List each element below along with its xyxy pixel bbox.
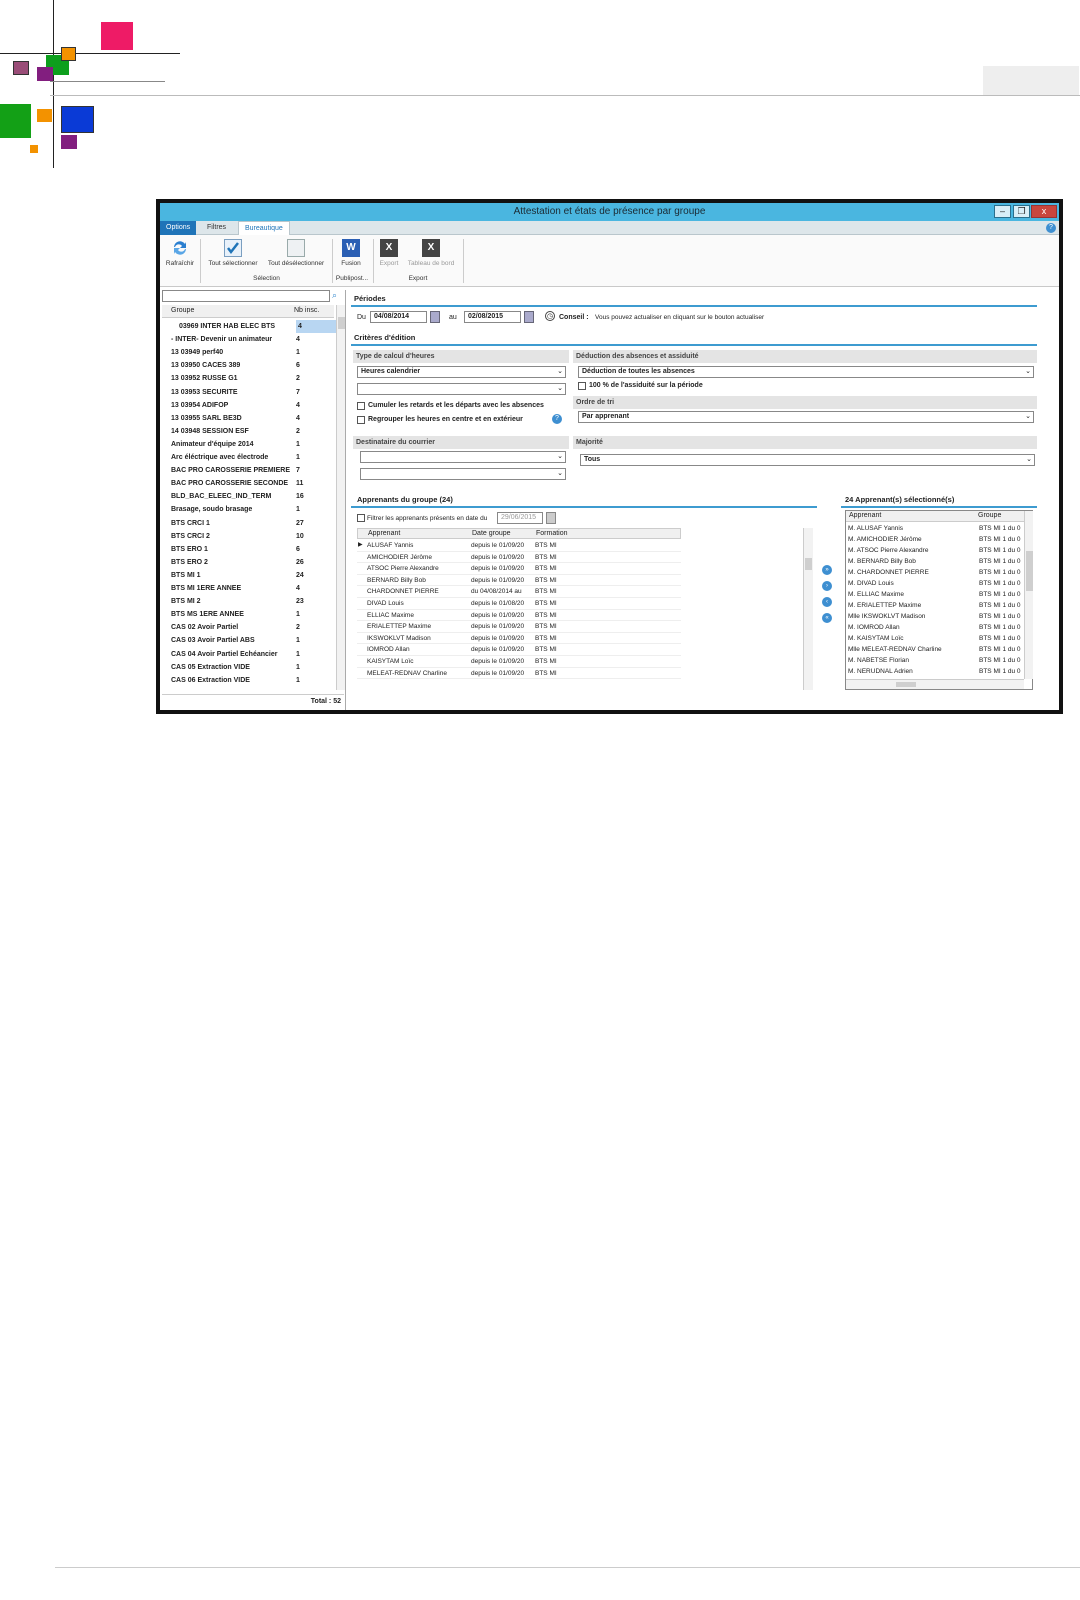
group-row-name[interactable]: BTS ERO 1 [171,545,208,553]
scroll-thumb[interactable] [1026,551,1033,591]
selected-cell: M. AMICHODIER Jérôme [848,536,922,543]
apprenant-row[interactable] [357,540,681,552]
apprenant-cell: BTS MI [535,669,557,677]
group-row-count[interactable]: 1 [296,454,300,461]
apprenant-cell: DIVAD Louis [367,600,404,607]
apprenant-row[interactable] [357,563,681,575]
apprenant-cell: BTS MI [535,565,557,573]
deco-square [13,61,29,75]
apprenant-cell: CHARDONNET PIERRE [367,588,439,596]
apprenant-cell: BTS MI [535,623,557,631]
calendar-icon[interactable] [430,311,440,323]
apprenant-cell: du 04/08/2014 au [471,588,522,596]
selected-cell: M. ERIALETTEP Maxime [848,602,922,609]
search-icon[interactable]: ⌕ [332,290,338,300]
destinataire-header: Destinataire du courrier [353,436,569,449]
selected-cell: BTS MI 1 du 0 [979,569,1021,576]
excel-icon: X [380,239,398,257]
selectionnes-header [846,511,1024,522]
apprenant-cell: depuis le 01/09/20 [471,553,525,561]
chevron-down-icon: ⌄ [557,470,563,477]
selectionnes-vscroll[interactable] [1024,511,1033,679]
selected-row[interactable] [848,534,1023,546]
group-row-name[interactable]: 13 03950 CACES 389 [171,362,241,370]
selected-cell: M. IOMROD Allan [848,624,900,631]
selected-row[interactable] [848,589,1023,601]
apprenant-cell: BTS MI [535,588,557,596]
apprenant-row[interactable] [357,644,681,656]
tab-bureautique[interactable]: Bureautique [238,221,290,235]
selected-cell: M. BERNARD Billy Bob [848,558,916,565]
close-button[interactable]: x [1031,205,1057,218]
col-apprenant[interactable]: Apprenant [368,530,401,537]
ordre-header: Ordre de tri [573,396,1037,409]
apprenant-cell: BTS MI [535,634,557,642]
destinataire-select-2[interactable] [360,468,566,480]
selected-cell: BTS MI 1 du 0 [979,657,1021,664]
cumuler-checkbox[interactable] [357,402,365,410]
groups-scrollbar[interactable] [336,305,345,690]
destinataire-select[interactable] [360,451,566,463]
fusion-label: Fusion [341,260,361,267]
group-row-count[interactable]: 4 [296,320,336,333]
selected-cell: M. NABETSE Florian [848,657,910,664]
group-row-name[interactable]: 13 03949 perf40 [171,349,224,357]
selected-row[interactable] [848,633,1023,645]
export-label: Export [379,260,399,267]
col-sel-groupe[interactable]: Groupe [978,512,1002,519]
scroll-thumb[interactable] [896,682,916,687]
cumuler-label: Cumuler les retards et les départs avec les absences [368,402,544,409]
apprenant-cell: depuis le 01/09/20 [471,576,525,584]
minimize-button[interactable]: – [994,205,1011,218]
date-to-input[interactable]: 02/08/2015 [464,311,521,323]
selected-cell: M. ALUSAF Yannis [848,525,904,532]
apprenant-cell: BTS MI [535,576,557,584]
apprenant-row[interactable] [357,656,681,668]
assiduite-label: 100 % de l'assiduité sur la période [589,382,703,389]
group-row-count[interactable]: 4 [296,414,300,422]
apprenant-cell: BTS MI [535,646,557,654]
group-row-count[interactable]: 2 [296,375,300,383]
apprenants-scrollbar[interactable] [803,528,813,690]
col-group[interactable]: Groupe [171,307,195,314]
selected-row[interactable] [848,622,1023,634]
regrouper-checkbox[interactable] [357,416,365,424]
selected-cell: M. CHARDONNET PIERRE [848,569,929,576]
chevron-down-icon: ⌄ [1025,368,1031,375]
group-row-name[interactable]: Animateur d'équipe 2014 [171,440,254,448]
selection-group-label: Sélection [253,275,280,282]
group-row-count[interactable]: 2 [296,427,300,435]
apprenant-cell: BTS MI [535,600,557,607]
scroll-thumb[interactable] [805,558,812,570]
deco-square [61,135,77,149]
group-row-count[interactable]: 7 [296,388,300,396]
deduction-header: Déduction des absences et assiduité [573,350,1037,363]
refresh-icon [171,239,189,257]
selected-cell: BTS MI 1 du 0 [979,646,1021,653]
criteres-title: Critères d'édition [354,333,416,342]
apprenant-cell: depuis le 01/09/20 [471,634,525,642]
group-row-count[interactable]: 1 [296,506,300,514]
group-row-count[interactable]: 6 [296,545,300,553]
remove-arrow-icon[interactable]: ‹ [822,597,832,607]
group-row-count[interactable]: 1 [296,637,300,645]
selected-cell: BTS MI 1 du 0 [979,624,1021,631]
selectionnes-title: 24 Apprenant(s) sélectionné(s) [845,495,955,504]
dashboard-label: Tableau de bord [407,260,455,267]
calendar-icon[interactable] [546,512,556,524]
date-from-input[interactable]: 04/08/2014 [370,311,427,323]
group-row-name[interactable]: - INTER- Devenir un animateur [171,336,273,344]
empty-box-icon [287,239,305,257]
selected-cell: BTS MI 1 du 0 [979,547,1021,554]
ordre-select[interactable]: Par apprenant ⌄ [578,411,1034,423]
selectionnes-box [845,510,1033,690]
group-row-count[interactable]: 1 [296,663,300,671]
group-row-count[interactable]: 4 [296,585,300,592]
group-row-count[interactable]: 23 [296,598,304,606]
publipost-group-label: Publipost... [335,275,369,282]
calendar-icon[interactable] [524,311,534,323]
group-row-count[interactable]: 27 [296,519,304,527]
apprenant-cell: BTS MI [535,611,557,619]
group-row-name[interactable]: 14 03948 SESSION ESF [171,427,249,435]
type-calcul-select-2[interactable] [357,383,566,395]
chevron-down-icon: ⌄ [557,453,563,460]
group-row-name[interactable]: BTS ERO 2 [171,558,208,566]
selected-cell: M. DIVAD Louis [848,580,894,587]
deco-line [0,53,180,54]
clock-icon: ◷ [546,313,554,320]
selected-row[interactable] [848,567,1023,579]
apprenant-row[interactable] [357,586,681,598]
group-row-count[interactable]: 7 [296,467,300,475]
help-icon[interactable]: ? [1046,223,1056,233]
chevron-down-icon: ⌄ [557,368,563,375]
deco-square [30,145,38,153]
selected-cell: M. ELLIAC Maxime [848,591,904,598]
group-row-count[interactable]: 11 [296,480,304,488]
selected-row[interactable] [848,556,1023,568]
conseil-label: Conseil : [559,314,589,321]
selected-row[interactable] [848,611,1023,623]
app-window [156,199,1063,714]
apprenant-row[interactable] [357,598,681,610]
group-row-name[interactable]: 13 03954 ADIFOP [171,401,229,409]
group-row-name[interactable]: CAS 06 Extraction VIDE [171,676,250,684]
apprenant-cell: depuis le 01/09/20 [471,565,525,573]
apprenant-cell: ERIALETTEP Maxime [367,623,432,631]
group-row-name[interactable]: BAC PRO CAROSSERIE SECONDE [171,480,289,488]
selected-row[interactable] [848,523,1023,535]
selected-cell: Mlle MELEAT-REDNAV Charline [848,646,942,653]
window-title: Attestation et états de présence par groupe [513,206,706,217]
apprenants-title: Apprenants du groupe (24) [357,495,453,504]
word-icon: W [342,239,360,257]
selected-cell: BTS MI 1 du 0 [979,536,1021,543]
groups-total: Total : 52 [162,694,344,705]
info-icon[interactable]: ? [552,414,562,424]
group-row-name[interactable]: 03969 INTER HAB ELEC BTS [179,323,276,330]
tab-filtres[interactable]: Filtres [207,224,227,231]
apprenant-cell: BTS MI [535,658,557,665]
group-row-count[interactable]: 2 [296,624,300,632]
selected-row[interactable] [848,600,1023,612]
majorite-header: Majorité [573,436,1037,449]
dashboard-button[interactable] [403,239,459,267]
deco-square [101,22,133,50]
group-row-name[interactable]: BAC PRO CAROSSERIE PREMIERE [171,467,291,475]
au-label: au [449,314,457,321]
check-icon [224,239,242,257]
fusion-button[interactable] [336,239,366,267]
groups-header [162,305,334,318]
selected-cell: Mlle IKSWOKLVT Madison [848,613,926,620]
apprenant-cell: depuis le 01/09/20 [471,646,525,654]
apprenants-header [357,528,681,539]
apprenant-cell: IOMROD Allan [367,646,410,654]
ribbon-tabs [160,221,1059,235]
group-row-count[interactable]: 24 [296,571,304,579]
deco-square [61,47,76,61]
deco-square [37,109,52,122]
apprenant-cell: depuis le 01/09/20 [471,542,525,549]
group-row-count[interactable]: 26 [296,558,304,566]
chevron-down-icon: ⌄ [1026,456,1032,463]
group-row-name[interactable]: CAS 03 Avoir Partiel ABS [171,637,255,645]
apprenant-row[interactable] [357,575,681,587]
regrouper-label: Regrouper les heures en centre et en extérieur [368,416,523,423]
main-panel [351,290,1063,714]
group-row-count[interactable]: 1 [296,440,300,448]
selected-cell: BTS MI 1 du 0 [979,613,1021,620]
chevron-down-icon: ⌄ [1025,413,1031,420]
tab-options[interactable]: Options [160,221,196,235]
group-row-count[interactable]: 10 [296,532,304,540]
apprenant-cell: IKSWOKLVT Madison [367,634,431,642]
group-row-name[interactable]: 13 03955 SARL BE3D [171,414,242,422]
selected-cell: BTS MI 1 du 0 [979,525,1021,532]
apprenant-row[interactable] [357,610,681,622]
row-pointer-icon: ▶ [358,542,363,548]
apprenant-cell: depuis le 01/08/20 [471,600,525,607]
deduction-select[interactable]: Déduction de toutes les absences ⌄ [578,366,1034,378]
selected-cell: BTS MI 1 du 0 [979,668,1021,675]
selectionnes-hscroll[interactable] [846,679,1024,689]
apprenant-cell: MELEAT-REDNAV Charline [367,669,447,677]
group-row-name[interactable]: BLD_BAC_ELEEC_IND_TERM [171,493,272,501]
group-row-name[interactable]: CAS 02 Avoir Partiel [171,624,239,632]
deselect-all-label: Tout désélectionner [267,260,325,267]
deco-square [37,67,53,81]
group-row-name[interactable]: 13 03953 SECURITE [171,388,238,396]
conseil-text: Vous pouvez actualiser en cliquant sur le bouton actualiser [595,314,765,321]
group-row-count[interactable]: 1 [296,611,300,619]
group-row-count[interactable]: 1 [296,349,300,357]
select-all-label: Tout sélectionner [208,260,258,267]
assiduite-checkbox[interactable] [578,382,586,390]
group-row-name[interactable]: Arc éléctrique avec électrode [171,454,269,461]
restore-button[interactable]: ❐ [1013,205,1030,218]
group-row-count[interactable]: 1 [296,650,300,658]
add-all-arrow-icon[interactable]: » [822,565,832,575]
export-button[interactable] [377,239,401,267]
apprenant-cell: BTS MI [535,542,557,549]
group-row-name[interactable]: CAS 04 Avoir Partiel Echéancier [171,650,278,658]
export-group-label: Export [408,275,428,282]
apprenant-row[interactable] [357,668,681,680]
selected-row[interactable] [848,545,1023,557]
selected-row[interactable] [848,644,1023,656]
col-count[interactable]: Nb insc. [294,307,320,314]
selected-cell: BTS MI 1 du 0 [979,635,1021,642]
selected-cell: BTS MI 1 du 0 [979,602,1021,609]
type-calcul-header: Type de calcul d'heures [353,350,569,363]
apprenant-cell: depuis le 01/09/20 [471,611,525,619]
periodes-title: Périodes [354,294,386,303]
footer-rule [55,1567,1080,1568]
group-row-name[interactable]: BTS MS 1ERE ANNEE [171,611,244,619]
title-bar [160,203,1059,221]
groups-panel [162,290,346,714]
majorite-select[interactable]: Tous ⌄ [580,454,1035,466]
add-arrow-icon[interactable]: › [822,581,832,591]
deselect-all-button[interactable] [263,239,329,267]
group-row-name[interactable]: CAS 05 Extraction VIDE [171,663,250,671]
selected-cell: M. NERUDNAL Adrien [848,668,913,675]
scroll-thumb[interactable] [338,317,345,329]
group-row-name[interactable]: BTS CRCI 1 [171,519,210,527]
group-row-name[interactable]: BTS MI 1 [171,571,201,579]
selected-row[interactable] [848,666,1023,678]
group-row-count[interactable]: 4 [296,336,300,344]
apprenant-cell: KAISYTAM Loïc [367,658,414,665]
ribbon [160,235,1059,287]
group-search-input[interactable] [162,290,330,302]
excel-icon: X [422,239,440,257]
apprenant-cell: BERNARD Billy Bob [367,576,426,584]
group-row-name[interactable]: BTS CRCI 2 [171,532,210,540]
deco-line [53,0,54,168]
deco-square [61,106,94,133]
apprenant-cell: ALUSAF Yannis [367,542,414,549]
filter-date-input[interactable]: 29/06/2015 [497,512,543,524]
selected-row[interactable] [848,655,1023,667]
selected-cell: BTS MI 1 du 0 [979,558,1021,565]
refresh-label: Rafraîchir [165,260,195,267]
group-row-name[interactable]: Brasage, soudo brasage [171,506,253,514]
apprenant-cell: BTS MI [535,553,557,561]
group-row-name[interactable]: BTS MI 2 [171,598,201,606]
col-date-groupe[interactable]: Date groupe [472,530,511,537]
selected-cell: BTS MI 1 du 0 [979,591,1021,598]
deco-line [50,81,165,82]
remove-all-arrow-icon[interactable]: « [822,613,832,623]
chevron-down-icon: ⌄ [557,385,563,392]
apprenant-row[interactable] [357,552,681,564]
du-label: Du [357,314,366,321]
deco-square [0,104,31,138]
apprenant-row[interactable] [357,621,681,633]
select-all-button[interactable] [204,239,262,267]
selected-cell: BTS MI 1 du 0 [979,580,1021,587]
apprenant-cell: ATSOC Pierre Alexandre [367,565,439,573]
group-row-count[interactable]: 16 [296,493,304,501]
selected-cell: M. ATSOC Pierre Alexandre [848,547,929,554]
group-row-name[interactable]: 13 03952 RUSSE G1 [171,375,238,383]
header-tab-block [983,66,1079,95]
apprenant-cell: depuis le 01/09/20 [471,669,525,677]
col-sel-apprenant[interactable]: Apprenant [849,512,882,519]
col-formation[interactable]: Formation [536,530,568,537]
apprenant-cell: ELLIAC Maxime [367,611,414,619]
selected-cell: M. KAISYTAM Loïc [848,635,904,642]
header-rule [50,95,1080,96]
group-row-count[interactable]: 1 [296,676,300,684]
filter-checkbox[interactable] [357,514,365,522]
apprenant-row[interactable] [357,633,681,645]
apprenant-cell: depuis le 01/09/20 [471,623,525,631]
apprenant-cell: depuis le 01/09/20 [471,658,525,665]
type-calcul-select[interactable]: Heures calendrier ⌄ [357,366,566,378]
filter-label: Filtrer les apprenants présents en date du [367,515,488,522]
group-row-name[interactable]: BTS MI 1ERE ANNEE [171,585,242,592]
refresh-button[interactable] [164,239,196,267]
selected-row[interactable] [848,578,1023,590]
group-row-count[interactable]: 6 [296,362,300,370]
apprenant-cell: AMICHODIER Jérôme [367,553,433,561]
group-row-count[interactable]: 4 [296,401,300,409]
